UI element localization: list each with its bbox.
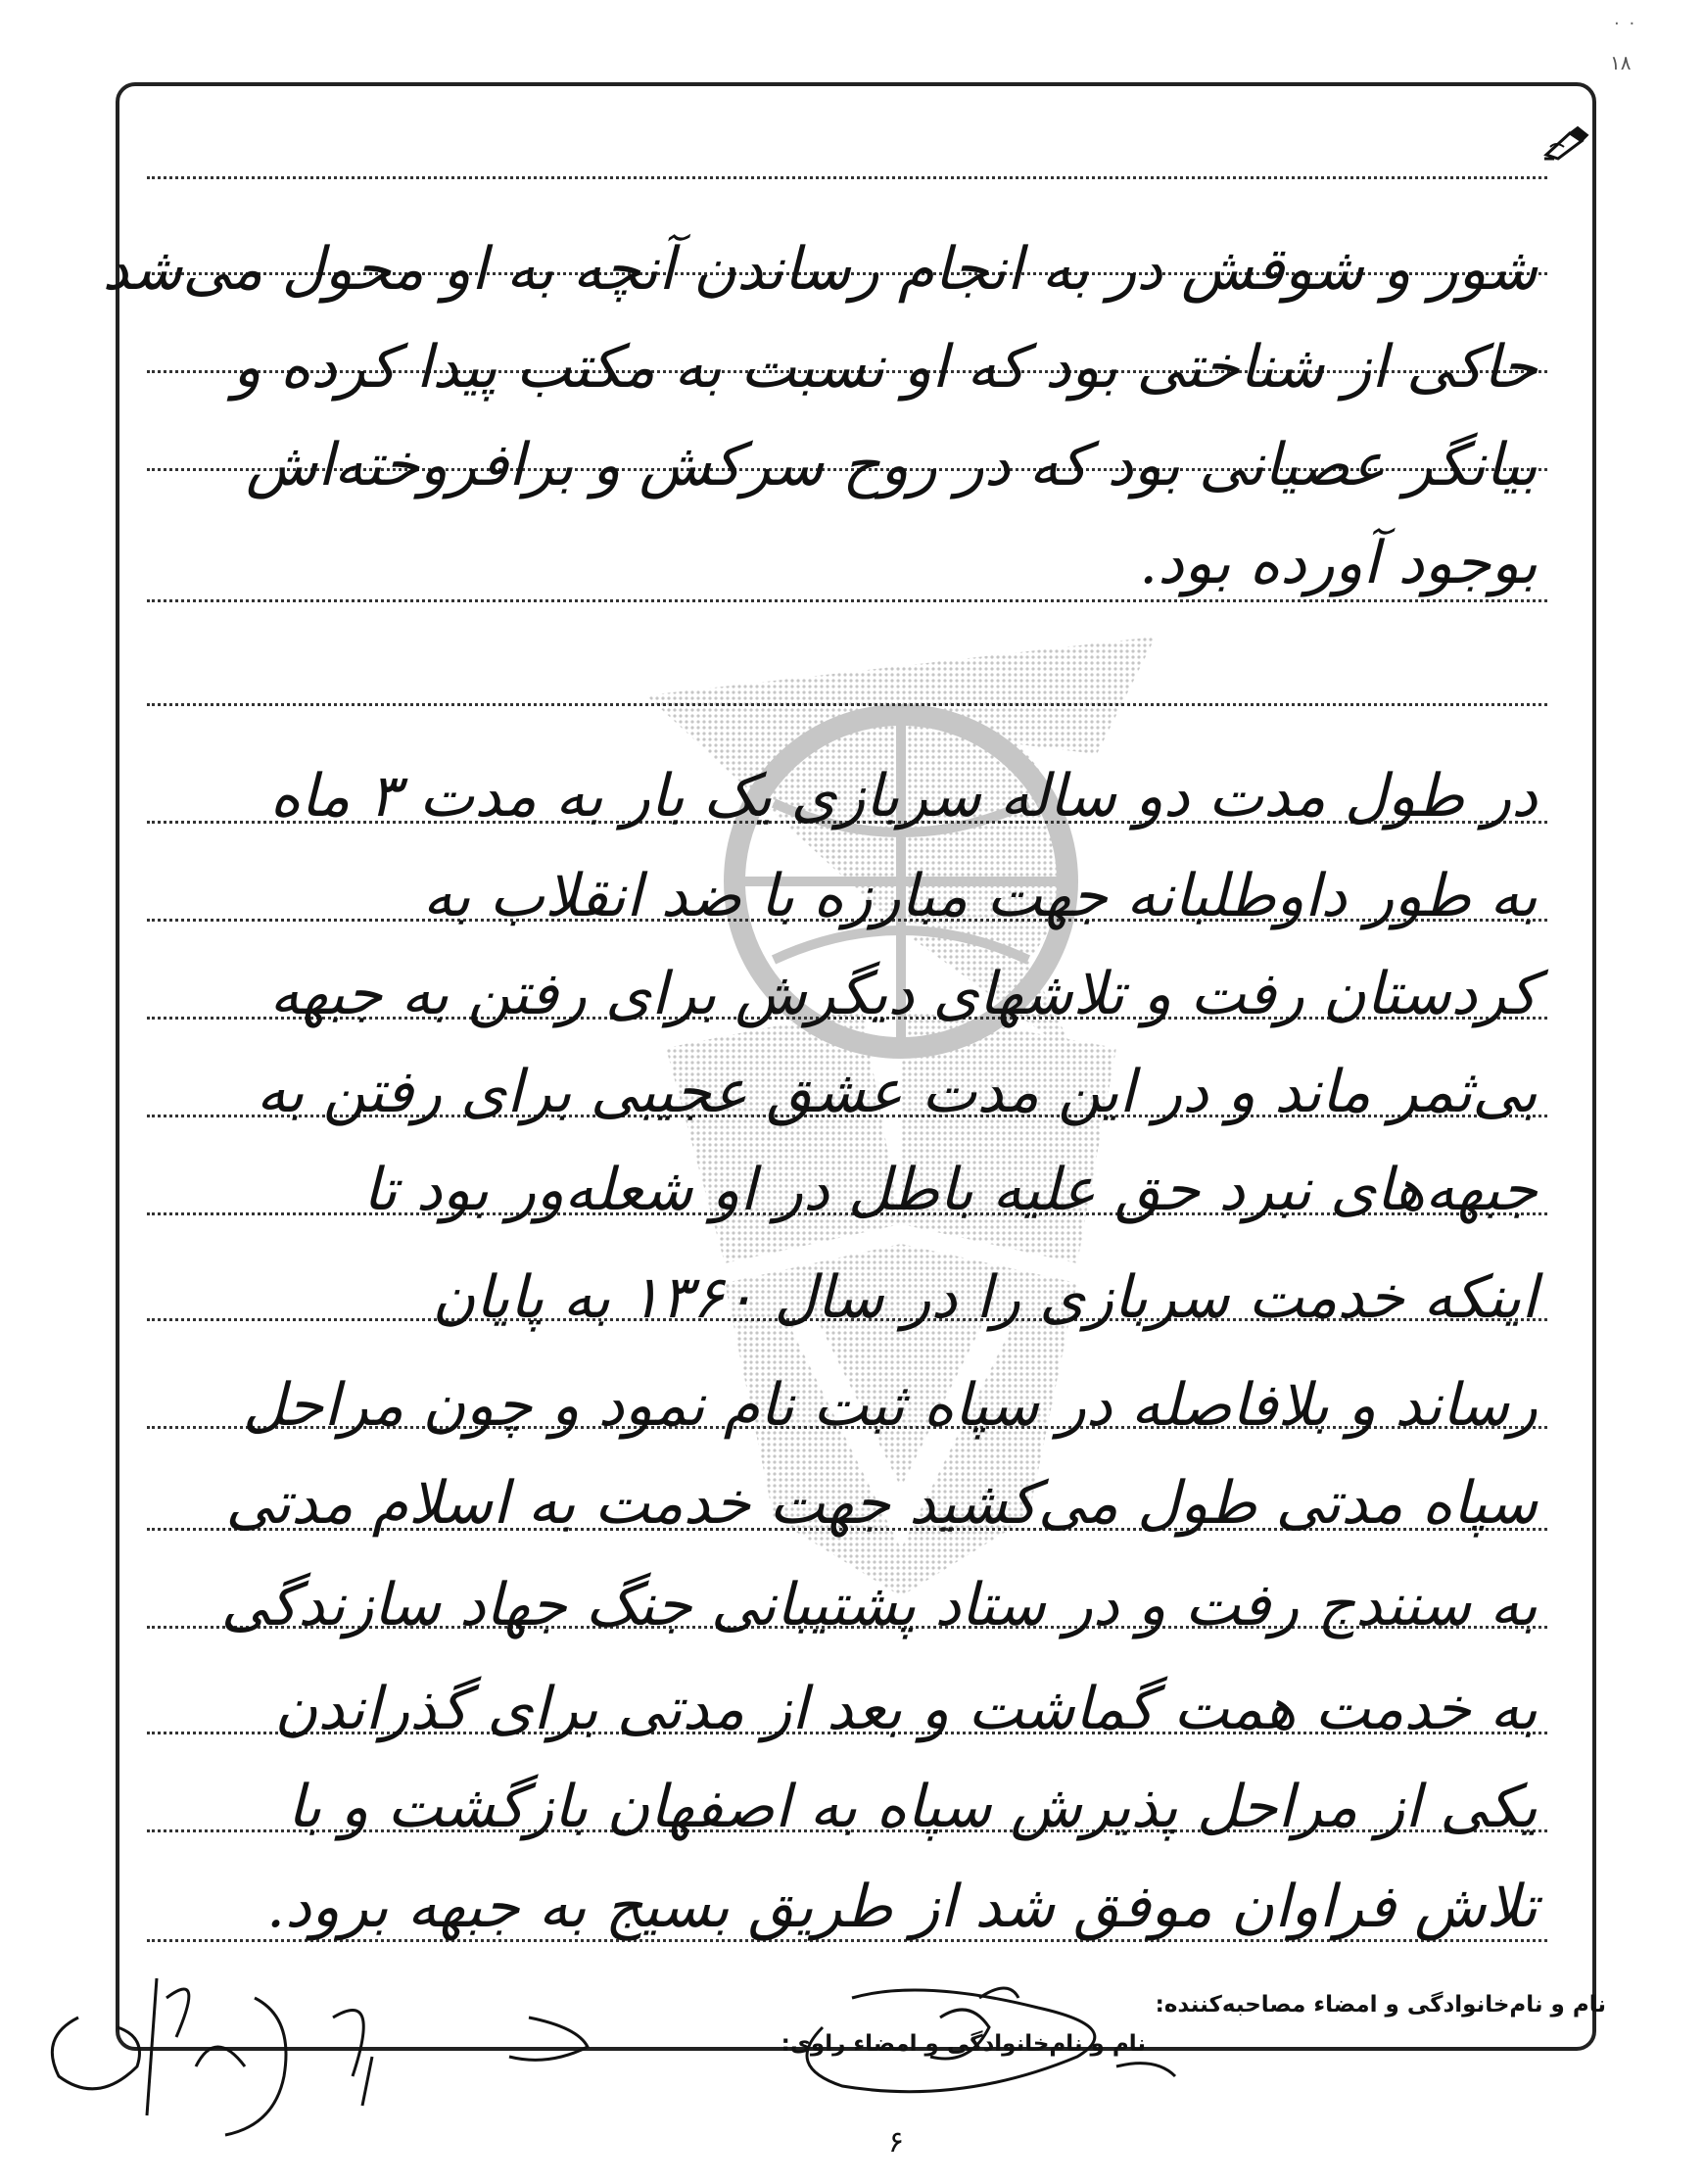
handwritten-line: به سنندج رفت و در ستاد پشتیبانی جنگ جهاد سازندگی — [220, 1571, 1538, 1639]
handwritten-line: بی‌ثمر ماند و در این مدت عشق عجیبی برای رفتن به — [256, 1058, 1538, 1126]
pen-writing-icon — [1542, 125, 1589, 163]
scan-speck: · · — [1614, 14, 1637, 34]
handwritten-line: تلاش فراوان موفق شد از طریق بسیج به جبهه برود. — [266, 1873, 1538, 1941]
handwritten-line: سپاه مدتی طول می‌کشید جهت خدمت به اسلام مدتی — [225, 1469, 1538, 1538]
handwritten-line: کردستان رفت و تلاشهای دیگرش برای رفتن به جبهه — [269, 960, 1538, 1028]
handwritten-line: در طول مدت دو ساله سربازی یک بار به مدت ۳ ماه — [269, 762, 1538, 831]
interviewer-signature-label: نام و نام‌خانوادگی و امضاء مصاحبه‌کننده: — [1155, 1992, 1606, 2018]
rule-line — [147, 703, 1547, 706]
handwritten-line: به خدمت همت گماشت و بعد از مدتی برای گذراندن — [274, 1675, 1538, 1743]
handwritten-line: بوجود آورده بود. — [1139, 529, 1538, 597]
handwritten-line: یکی از مراحل پذیرش سپاه به اصفهان بازگشت و با — [287, 1773, 1538, 1841]
rule-line — [147, 599, 1547, 602]
handwritten-line: به طور داوطلبانه جهت مبارزه با ضد انقلاب به — [422, 862, 1538, 930]
handwritten-line: حاکی از شناختی بود که او نسبت به مکتب پیدا کرده و — [232, 333, 1538, 402]
narrator-signature-label: نام و نام‌خانوادگی و امضاء راوی: — [781, 2031, 1146, 2057]
rule-line — [147, 176, 1547, 179]
page-number: ۶ — [887, 2125, 905, 2160]
handwritten-line: رساند و بلافاصله در سپاه ثبت نام نمود و چون مراحل — [242, 1371, 1538, 1440]
handwritten-line: جبهه‌های نبرد حق علیه باطل در او شعله‌ور بود تا — [362, 1156, 1538, 1224]
interviewer-signature — [807, 1988, 1175, 2092]
handwritten-line: بیانگر عصیانی بود که در روح سرکش و برافروخته‌اش — [246, 431, 1538, 499]
handwritten-line: شور و شوقش در به انجام رساندن آنچه به او محول می‌شد — [102, 235, 1538, 304]
signatures — [0, 1959, 1704, 2184]
narrator-signature — [52, 1978, 588, 2135]
handwritten-line: اینکه خدمت سربازی را در سال ۱۳۶۰ به پایان — [432, 1263, 1538, 1332]
corner-page-mark: ١٨ — [1610, 51, 1632, 74]
